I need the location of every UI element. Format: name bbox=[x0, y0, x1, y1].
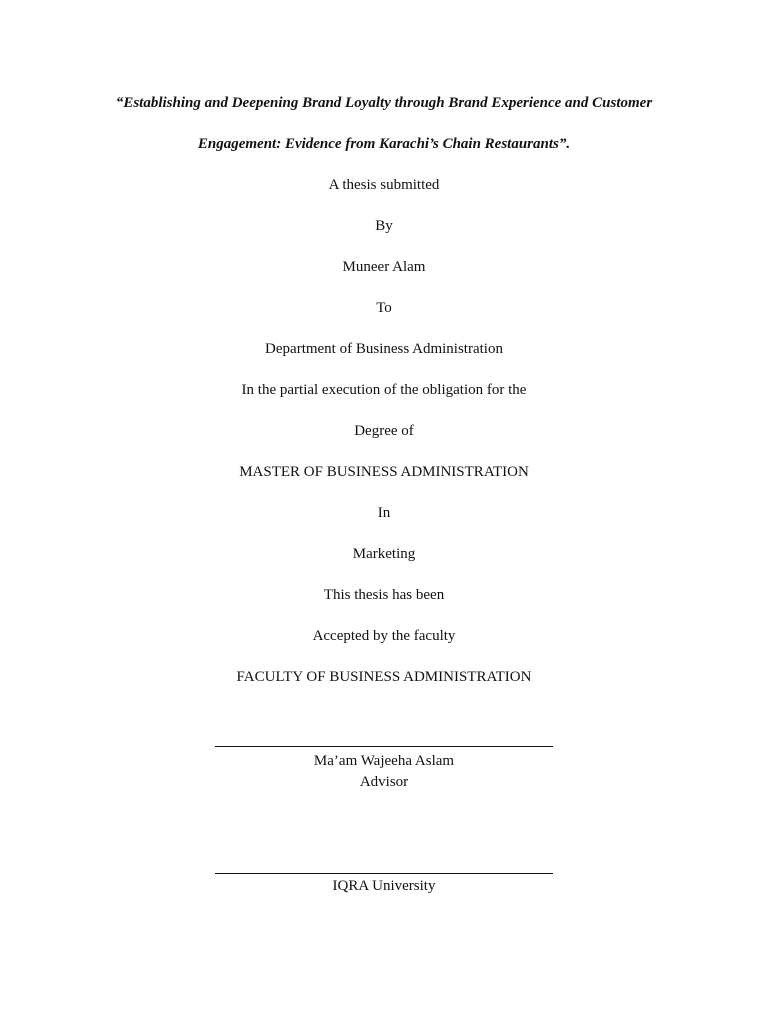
institution-name: IQRA University bbox=[332, 878, 436, 894]
to-label: To bbox=[376, 300, 392, 316]
submission-statement: A thesis submitted bbox=[328, 177, 440, 193]
in-label: In bbox=[377, 505, 391, 521]
by-label: By bbox=[375, 218, 393, 234]
faculty-name: FACULTY OF BUSINESS ADMINISTRATION bbox=[236, 669, 532, 685]
degree-name: MASTER OF BUSINESS ADMINISTRATION bbox=[239, 464, 529, 480]
thesis-title-line-2: Engagement: Evidence from Karachi’s Chain Restaurants”. bbox=[197, 136, 571, 152]
specialization: Marketing bbox=[352, 546, 416, 562]
author-name: Muneer Alam bbox=[342, 259, 426, 275]
acceptance-statement-1: This thesis has been bbox=[323, 587, 445, 603]
acceptance-statement-2: Accepted by the faculty bbox=[312, 628, 456, 644]
obligation-statement: In the partial execution of the obligation for the bbox=[241, 382, 527, 398]
department-name: Department of Business Administration bbox=[265, 341, 503, 357]
advisor-name: Ma’am Wajeeha Aslam bbox=[313, 753, 455, 769]
advisor-signature-line bbox=[215, 746, 553, 747]
degree-of-label: Degree of bbox=[354, 423, 414, 439]
thesis-title-line-1: “Establishing and Deepening Brand Loyalty through Brand Experience and Customer bbox=[115, 95, 653, 111]
institution-signature-line bbox=[215, 873, 553, 874]
advisor-role: Advisor bbox=[359, 774, 409, 790]
